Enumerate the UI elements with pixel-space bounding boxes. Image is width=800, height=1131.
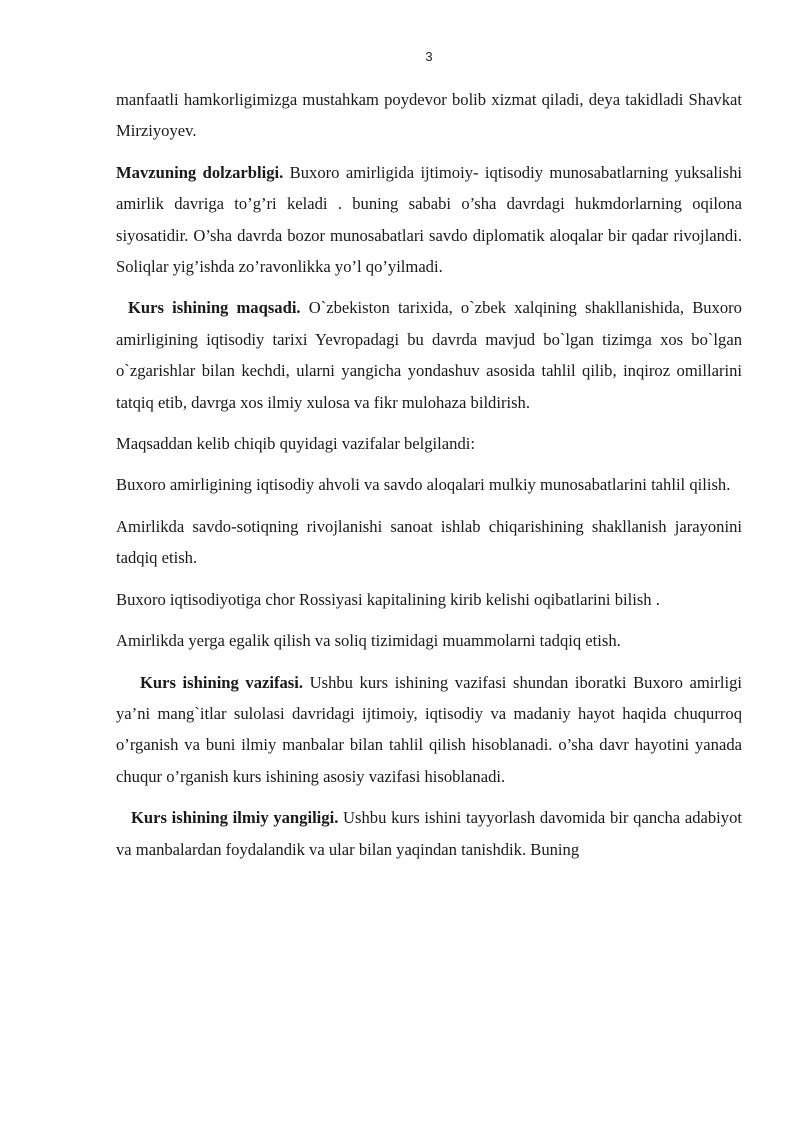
paragraph-objectives — [116, 667, 742, 793]
paragraph-goal — [116, 292, 742, 418]
paragraph-relevance — [116, 157, 742, 283]
paragraph-novelty-text: Ushbu kurs ishini tayyorlash davomida bir qancha adabiyot va manbalardan foydalandik va ular bilan yaqindan tanishdik. Buning — [116, 808, 742, 859]
document-body — [116, 84, 742, 875]
heading-relevance: Mavzuning dolzarbligi. — [116, 162, 284, 182]
paragraph-tasks-intro: Maqsaddan kelib chiqib quyidagi vazifalar belgilandi: — [116, 434, 475, 454]
paragraph-novelty — [116, 802, 742, 865]
paragraph-objectives-text: Ushbu kurs ishining vazifasi shundan iboratki Buxoro amirligi ya’ni mang`itlar sulolasi davridagi ijtimoiy, iqtisodiy va madaniy hayot haqida chuqurroq o’rganish va buni ilmiy manbalar bilan tahlil qilish hisoblanadi. o’sha davr hayotini yanada chuqur o’rganish kurs ishining asosiy vazifasi hisoblanadi. — [116, 672, 742, 786]
heading-novelty: Kurs ishining ilmiy yangiligi. — [131, 808, 339, 828]
paragraph-intro-continuation: manfaatli hamkorligimizga mustahkam poydevor bolib xizmat qiladi, deya takidladi Shavkat Mirziyoyev. — [116, 90, 742, 141]
paragraph-goal-text: O`zbekiston tarixida, o`zbek xalqining shakllanishida, Buxoro amirligining iqtisodiy tarixi Yevropadagi bu davrda mavjud bo`lgan tizimga xos bo`lgan o`zgarishlar bilan kechdi, ularni yangicha yondashuv asosida tahlil qilib, inqiroz omillarini tatqiq etib, davrga xos ilmiy xulosa va fikr mulohaza bildirish. — [116, 298, 742, 412]
task-item-2: Amirlikda savdo-sotiqning rivojlanishi sanoat ishlab chiqarishining shakllanish jarayonini tadqiq etish. — [116, 516, 742, 568]
task-item-3: Buxoro iqtisodiyotiga chor Rossiyasi kapitalining kirib kelishi oqibatlarini bilish . — [116, 589, 660, 609]
heading-goal: Kurs ishining maqsadi. — [128, 298, 301, 318]
paragraph-relevance-text: Buxoro amirligida ijtimoiy- iqtisodiy munosabatlarning yuksalishi amirlik davriga to’g’ri keladi . buning sababi o’sha davrdagi hukmdorlarning oqilona siyosatidir. O’sha davrda bozor munosabatlari savdo diplomatik aloqalar bir qadar rivojlandi. Soliqlar yig’ishda zo’ravonlikka yo’l qo’yilmadi. — [116, 162, 742, 277]
page-number: 3 — [425, 49, 433, 64]
task-item-1: Buxoro amirligining iqtisodiy ahvoli va savdo aloqalari mulkiy munosabatlarini tahlil qilish. — [116, 475, 731, 495]
task-item-4: Amirlikda yerga egalik qilish va soliq tizimidagi muammolarni tadqiq etish. — [116, 631, 621, 651]
heading-objectives: Kurs ishining vazifasi. — [140, 672, 304, 692]
